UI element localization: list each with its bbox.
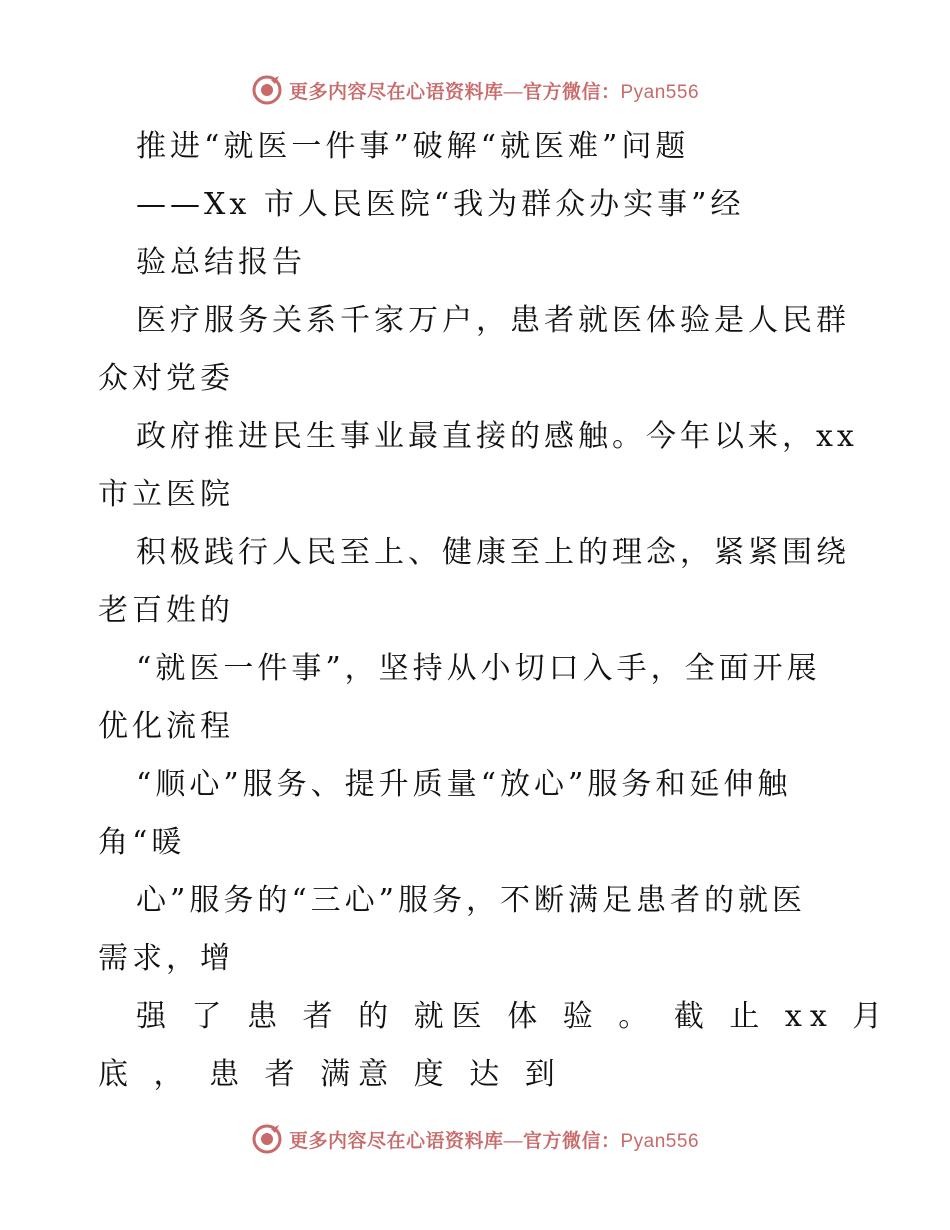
paragraph-line: 底 ， 患 者 满意 度 达 到	[98, 1057, 563, 1092]
title-line-2: ——Xx 市人民医院“我为群众办实事”经	[136, 187, 745, 222]
paragraph-line: 优化流程	[98, 709, 234, 744]
paragraph-line: “顺心”服务、提升质量“放心”服务和延伸触	[136, 767, 792, 802]
paragraph-line: “就医一件事”，坚持从小切口入手，全面开展	[136, 651, 821, 686]
watermark-wechat-label: 官方微信：	[522, 1129, 621, 1152]
watermark-separator: —	[503, 81, 523, 103]
watermark-banner-bottom	[0, 1119, 950, 1159]
title-line-3: 验总结报告	[136, 245, 306, 280]
paragraph-line: 强 了 患 者 的 就医 体 验 。 截 止 xx 月	[136, 999, 891, 1034]
watermark-wechat-id: Pyan556	[620, 81, 700, 103]
title-line-1: 推进“就医一件事”破解“就医难”问题	[136, 129, 690, 164]
paragraph-line: 政府推进民生事业最直接的感触。今年以来，xx	[136, 419, 858, 454]
paragraph-line: 医疗服务关系千家万户，患者就医体验是人民群	[136, 303, 850, 338]
watermark-wechat-label: 官方微信：	[522, 80, 621, 103]
paragraph-line: 市立医院	[98, 477, 234, 512]
brand-logo-icon	[251, 1123, 283, 1155]
paragraph-line: 角“暖	[98, 825, 186, 860]
watermark-text	[289, 1126, 699, 1153]
paragraph-line: 众对党委	[98, 361, 234, 396]
watermark-main: 更多内容尽在心语资料库	[288, 80, 504, 103]
watermark-wechat-id: Pyan556	[620, 1130, 700, 1152]
paragraph-line: 老百姓的	[98, 593, 234, 628]
watermark-text	[289, 77, 699, 104]
paragraph-line: 心”服务的“三心”服务，不断满足患者的就医	[136, 883, 807, 918]
watermark-banner-top	[0, 70, 950, 110]
document-body	[98, 118, 891, 1104]
watermark-main: 更多内容尽在心语资料库	[288, 1129, 504, 1152]
watermark-separator: —	[503, 1130, 523, 1152]
brand-logo-icon	[251, 74, 283, 106]
paragraph-line: 积极践行人民至上、健康至上的理念，紧紧围绕	[136, 535, 850, 570]
paragraph-line: 需求，增	[98, 941, 234, 976]
